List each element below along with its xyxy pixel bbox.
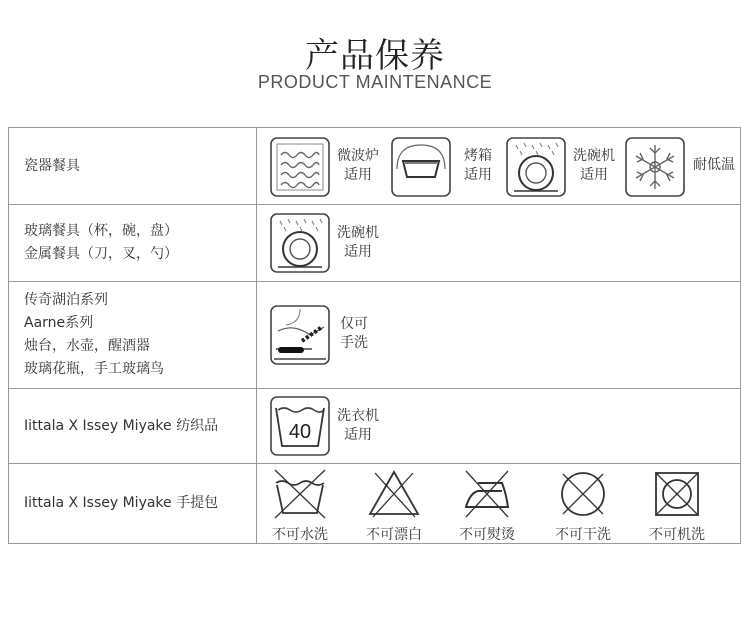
care-caption: 不可漂白 [366,527,422,543]
care-label: 洗碗机 适用 [337,225,379,260]
care-label: 仅可 手洗 [340,316,368,351]
page-subtitle: PRODUCT MAINTENANCE [257,72,493,92]
category-line: 金属餐具（刀，叉，勺） [24,246,178,262]
care-caption: 不可机洗 [649,527,705,543]
hand-wash-icon [270,305,330,365]
care-label: 洗衣机 适用 [337,408,379,443]
category-line: 烛台，水壶，醒酒器 [24,338,150,354]
wash-40-icon [270,396,330,456]
page-title: 产品保养 [305,36,445,76]
do-not-bleach-icon [365,467,423,521]
care-label: 洗碗机 适用 [573,148,615,183]
category-line: 瓷器餐具 [24,157,80,174]
care-label: 微波炉 适用 [337,148,379,183]
care-table [8,127,741,544]
freezer-snowflake-icon [625,137,685,197]
product-category [9,282,257,389]
product-category [9,205,257,282]
care-caption: 不可熨烫 [459,527,515,543]
category-line: 玻璃餐具（杯，碗，盘） [24,223,178,239]
do-not-wash-icon [271,467,329,521]
product-category [9,464,257,544]
product-category [9,389,257,464]
dishwasher-icon [270,213,330,273]
care-caption: 不可干洗 [555,527,611,543]
care-label: 烤箱 适用 [464,148,492,183]
table-row [9,205,741,282]
microwave-icon [270,137,330,197]
category-line: Iittala X Issey Miyake 纺织品 [24,417,219,434]
care-icons-cell [257,282,741,389]
table-row [9,464,741,544]
do-not-dry-clean-icon [554,467,612,521]
do-not-iron-icon [458,467,516,521]
wash-temperature: 40 [288,421,312,443]
category-line: Aarne系列 [24,315,94,331]
category-line: Iittala X Issey Miyake 手提包 [24,495,219,511]
dishwasher-icon [506,137,566,197]
category-line: 传奇湖泊系列 [24,292,108,308]
care-icons-cell [257,205,741,282]
care-icons-cell [257,128,741,205]
care-icons-cell [257,464,741,544]
product-category [9,128,257,205]
care-caption: 不可水洗 [272,527,328,543]
table-row [9,282,741,389]
table-row [9,389,741,464]
do-not-tumble-dry-icon [648,467,706,521]
care-label: 耐低温 [693,157,735,173]
care-icons-cell [257,389,741,464]
oven-icon [391,137,451,197]
table-row [9,128,741,205]
category-line: 玻璃花瓶，手工玻璃鸟 [24,361,164,377]
